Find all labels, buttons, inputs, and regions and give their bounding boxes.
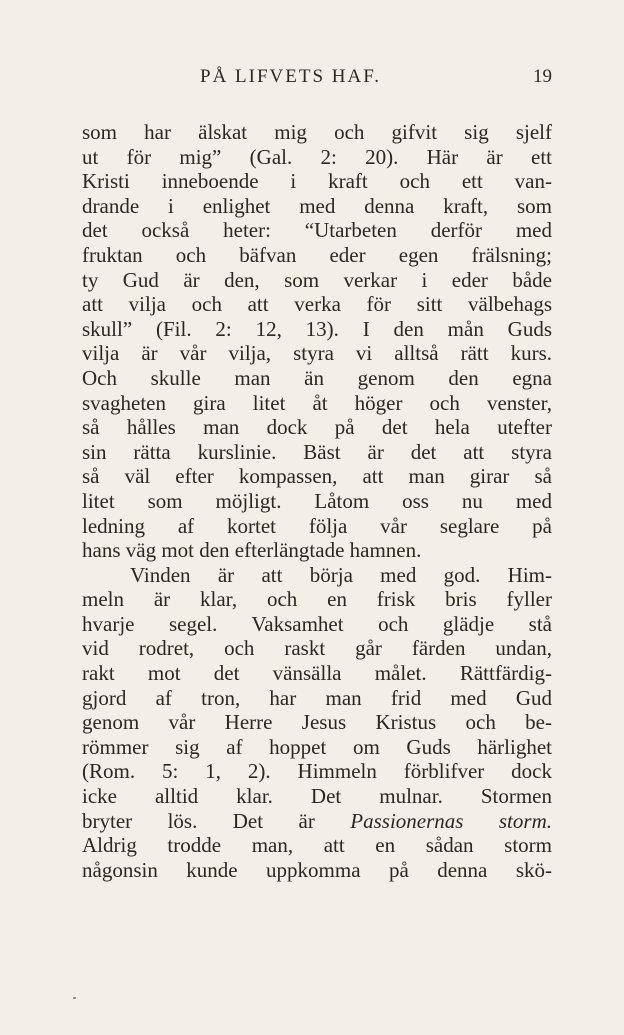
text-line: vid rodret, och raskt går färden undan, — [82, 636, 552, 661]
text-line: rakt mot det vänsälla målet. Rättfärdig- — [82, 661, 552, 686]
text-line: som har älskat mig och gifvit sig sjelf — [82, 120, 552, 144]
text-line: ut för mig” (Gal. 2: 20). Här är ett — [82, 144, 552, 169]
text-line: Kristi inneboende i kraft och ett van- — [82, 169, 552, 194]
body-text — [82, 120, 552, 882]
running-title: PÅ LIFVETS HAF. — [200, 66, 382, 87]
text-line: fruktan och bäfvan eder egen frälsning; — [82, 242, 552, 267]
text-line: ty Gud är den, som verkar i eder både — [82, 267, 552, 292]
text-line-with-italic — [82, 809, 552, 834]
paragraph-start-line: Vinden är att börja med god. Him- — [130, 562, 552, 587]
paper-speck — [73, 997, 76, 999]
text-line: vilja är vår vilja, styra vi alltså rätt kurs. — [82, 341, 552, 366]
text-line: icke alltid klar. Det mulnar. Stormen — [82, 784, 552, 809]
page-header — [82, 66, 552, 94]
text-line: drande i enlighet med denna kraft, som — [82, 193, 552, 218]
text-line: (Rom. 5: 1, 2). Himmeln förblifver dock — [82, 759, 552, 784]
storm-line-prefix: bryter lös. Det är — [82, 808, 315, 833]
text-line: skull” (Fil. 2: 12, 13). I den mån Guds — [82, 316, 552, 341]
page-number: 19 — [533, 66, 552, 87]
text-line: det också heter: “Utarbeten derför med — [82, 218, 552, 243]
text-line: Aldrig trodde man, att en sådan storm — [82, 833, 552, 858]
text-line: hans väg mot den efterlängtade hamnen. — [82, 538, 422, 563]
text-line: meln är klar, och en frisk bris fyller — [82, 587, 552, 612]
text-line: någonsin kunde uppkomma på denna skö- — [82, 857, 552, 882]
text-line: gjord af tron, har man frid med Gud — [82, 685, 552, 710]
text-line: att vilja och att verka för sitt välbehags — [82, 292, 552, 317]
text-line: så väl efter kompassen, att man girar så — [82, 464, 552, 489]
text-line: litet som möjligt. Låtom oss nu med — [82, 488, 552, 513]
text-line: genom vår Herre Jesus Kristus och be- — [82, 710, 552, 735]
text-line: så hålles man dock på det hela utefter — [82, 415, 552, 440]
text-line: svagheten gira litet åt höger och venster, — [82, 390, 552, 415]
italic-phrase: Passionernas storm. — [350, 808, 552, 833]
text-line: sin rätta kurslinie. Bäst är det att styra — [82, 439, 552, 464]
text-line: Och skulle man än genom den egna — [82, 365, 552, 390]
text-line: hvarje segel. Vaksamhet och glädje stå — [82, 611, 552, 636]
text-line: römmer sig af hoppet om Guds härlighet — [82, 734, 552, 759]
text-line: ledning af kortet följa vår seglare på — [82, 513, 552, 538]
